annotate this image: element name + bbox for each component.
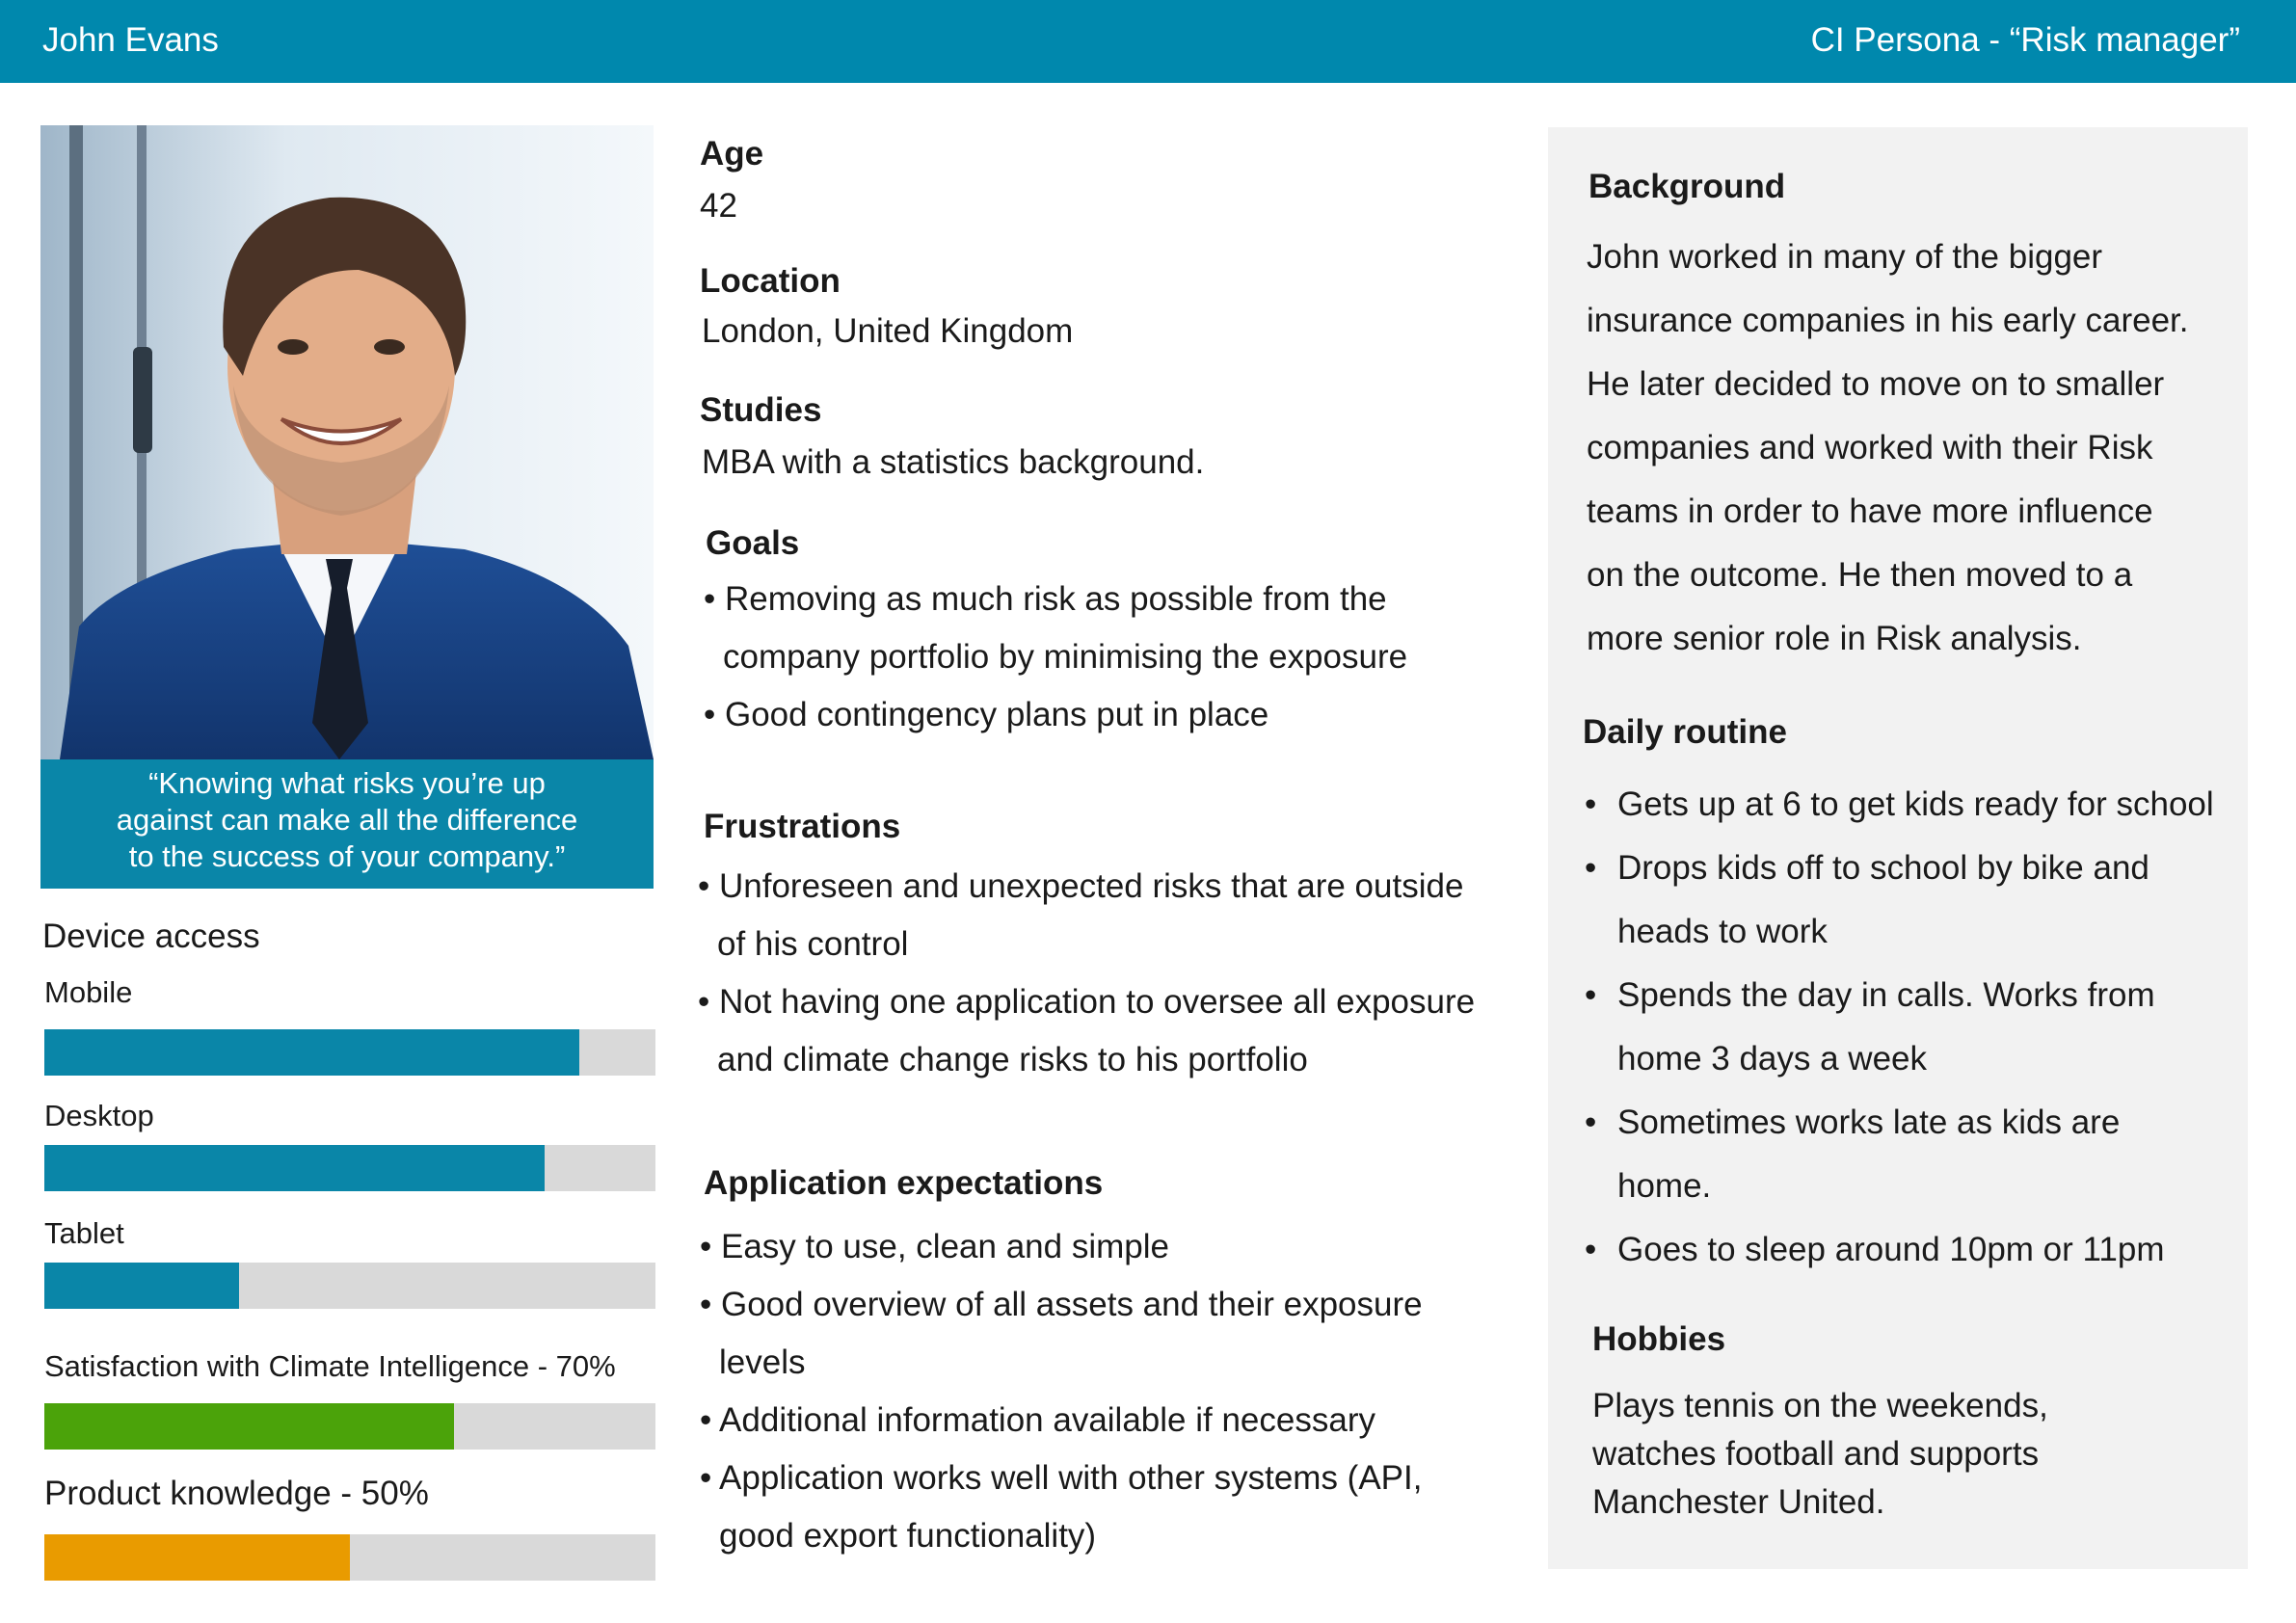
- routine-line: home 3 days a week: [1617, 1040, 1928, 1078]
- hobbies-line: Plays tennis on the weekends,: [1592, 1387, 2048, 1424]
- routine-item: [1585, 1091, 2214, 1218]
- device-label-desktop: Desktop: [44, 1099, 154, 1132]
- background-line: John worked in many of the bigger: [1587, 238, 2103, 276]
- goals-line: • Removing as much risk as possible from the: [704, 580, 1387, 618]
- persona-quote: [40, 759, 654, 889]
- hobbies-line: watches football and supports: [1592, 1435, 2040, 1473]
- knowledge-bar: [44, 1534, 655, 1581]
- location-heading: Location: [700, 262, 841, 300]
- background-text: [1587, 226, 2188, 671]
- routine-item: [1585, 1218, 2214, 1282]
- routine-line: • Gets up at 6 to get kids ready for school: [1617, 785, 2214, 823]
- background-line: companies and worked with their Risk: [1587, 429, 2153, 466]
- frustrations-line: • Not having one application to oversee all exposure: [698, 983, 1476, 1021]
- studies-value: MBA with a statistics background.: [702, 443, 1205, 481]
- persona-title: CI Persona - “Risk manager”: [1810, 21, 2240, 59]
- frustrations-line: and climate change risks to his portfolio: [717, 1041, 1308, 1078]
- routine-line: home.: [1617, 1167, 1712, 1205]
- expectations-list: [700, 1218, 1423, 1565]
- routine-item: [1585, 773, 2214, 837]
- frustrations-line: of his control: [717, 925, 909, 963]
- goals-heading: Goals: [706, 524, 800, 562]
- hobbies-heading: Hobbies: [1592, 1320, 1726, 1358]
- device-label-mobile: Mobile: [44, 975, 133, 1009]
- age-heading: Age: [700, 135, 764, 173]
- quote-line: against can make all the difference: [116, 803, 578, 837]
- expectations-line: • Application works well with other systems (API,: [700, 1459, 1423, 1497]
- persona-name: John Evans: [42, 21, 219, 59]
- routine-list: [1585, 773, 2214, 1282]
- goals-list: [704, 571, 1407, 744]
- studies-heading: Studies: [700, 391, 822, 429]
- goals-line: • Good contingency plans put in place: [704, 696, 1269, 733]
- age-value: 42: [700, 187, 737, 225]
- expectations-line: • Easy to use, clean and simple: [700, 1228, 1169, 1265]
- location-value: London, United Kingdom: [702, 312, 1074, 350]
- routine-line: • Drops kids off to school by bike and: [1617, 849, 2149, 887]
- background-heading: Background: [1589, 168, 1786, 205]
- hobbies-line: Manchester United.: [1592, 1483, 1885, 1521]
- satisfaction-bar: [44, 1403, 655, 1450]
- routine-item: [1585, 837, 2214, 964]
- hobbies-text: [1592, 1382, 2048, 1527]
- frustrations-heading: Frustrations: [704, 808, 901, 845]
- device-access-heading: Device access: [42, 918, 260, 955]
- knowledge-label: Product knowledge - 50%: [44, 1475, 429, 1512]
- background-line: insurance companies in his early career.: [1587, 302, 2189, 339]
- device-bar-desktop: [44, 1145, 655, 1191]
- expectations-line: good export functionality): [719, 1517, 1097, 1555]
- routine-line: • Sometimes works late as kids are: [1617, 1104, 2121, 1141]
- goals-line: company portfolio by minimising the exposure: [723, 638, 1408, 676]
- device-bar-fill: [44, 1145, 545, 1191]
- routine-line: • Goes to sleep around 10pm or 11pm: [1617, 1231, 2165, 1268]
- background-line: more senior role in Risk analysis.: [1587, 620, 2082, 657]
- routine-item: [1585, 964, 2214, 1091]
- frustrations-list: [698, 858, 1475, 1089]
- background-line: He later decided to move on to smaller: [1587, 365, 2165, 403]
- satisfaction-label: Satisfaction with Climate Intelligence - 70%: [44, 1349, 616, 1383]
- routine-line: • Spends the day in calls. Works from: [1617, 976, 2155, 1014]
- device-bar-fill: [44, 1029, 579, 1076]
- expectations-heading: Application expectations: [704, 1164, 1104, 1202]
- expectations-line: • Additional information available if necessary: [700, 1401, 1375, 1439]
- device-bar-mobile: [44, 1029, 655, 1076]
- routine-line: heads to work: [1617, 913, 1828, 950]
- satisfaction-bar-fill: [44, 1403, 454, 1450]
- knowledge-bar-fill: [44, 1534, 350, 1581]
- quote-line: “Knowing what risks you’re up: [148, 766, 546, 800]
- background-line: teams in order to have more influence: [1587, 492, 2153, 530]
- device-label-tablet: Tablet: [44, 1216, 124, 1250]
- background-line: on the outcome. He then moved to a: [1587, 556, 2133, 594]
- frustrations-line: • Unforeseen and unexpected risks that are outside: [698, 867, 1464, 905]
- persona-photo: [40, 125, 654, 759]
- expectations-line: • Good overview of all assets and their exposure: [700, 1286, 1423, 1323]
- header-bar: [0, 0, 2296, 83]
- device-bar-fill: [44, 1263, 239, 1309]
- routine-heading: Daily routine: [1583, 713, 1787, 751]
- quote-line: to the success of your company.”: [128, 839, 566, 873]
- device-bar-tablet: [44, 1263, 655, 1309]
- expectations-line: levels: [719, 1344, 806, 1381]
